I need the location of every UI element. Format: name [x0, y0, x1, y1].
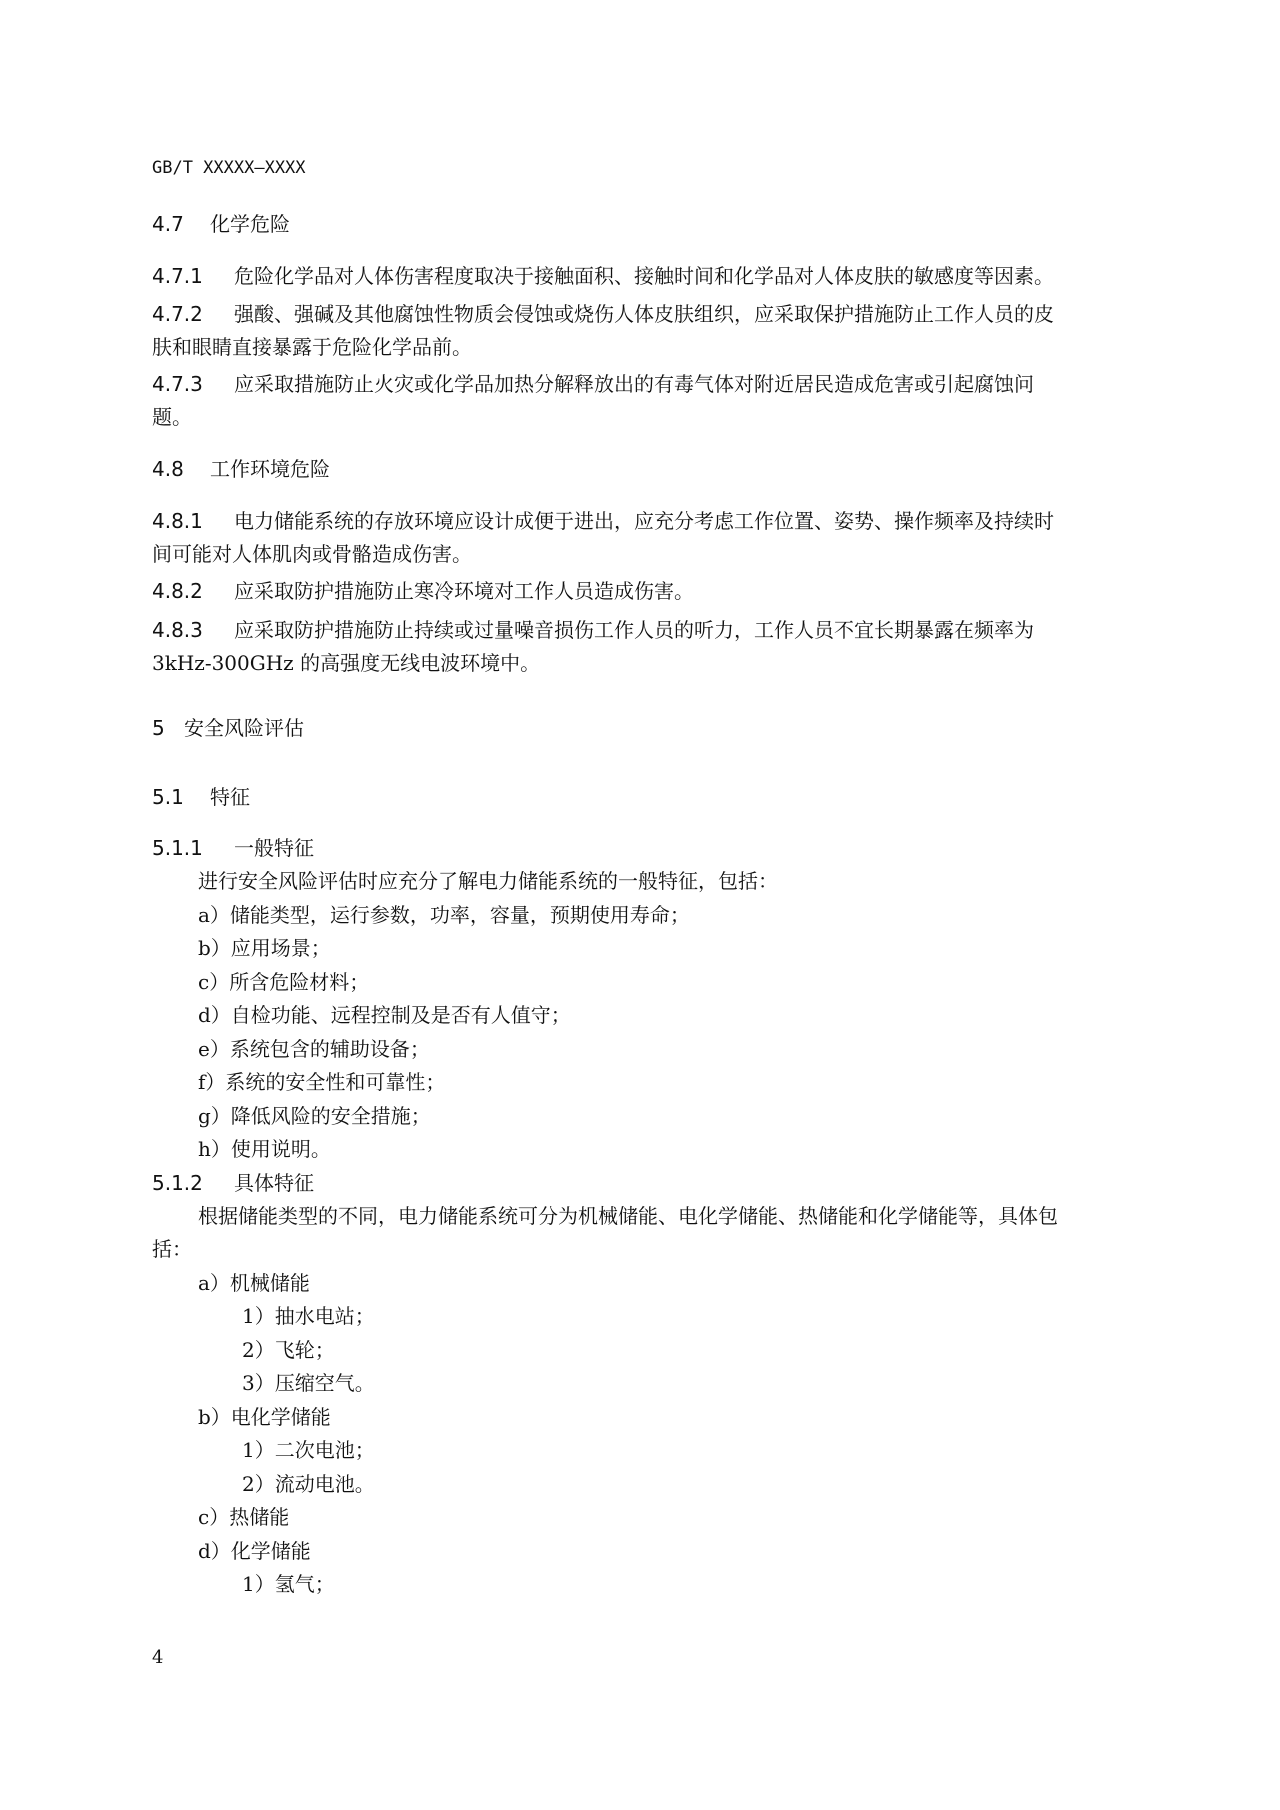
section-heading-5-1 — [152, 784, 250, 810]
list-item: g）降低风险的安全措施； — [198, 1104, 431, 1128]
clause-text: 强酸、强碱及其他腐蚀性物质会侵蚀或烧伤人体皮肤组织，应采取保护措施防止工作人员的皮 — [234, 302, 1054, 326]
section-number: 4.7 — [152, 212, 184, 236]
clause-text-continued: 题。 — [152, 405, 192, 429]
clause-text: 电力储能系统的存放环境应设计成便于进出，应充分考虑工作位置、姿势、操作频率及持续时 — [234, 509, 1054, 533]
clause-4-8-2 — [152, 578, 694, 604]
chapter-title: 安全风险评估 — [184, 716, 304, 740]
clause-intro-continued: 括： — [152, 1237, 192, 1261]
document-code: GB/T XXXXX—XXXX — [152, 158, 306, 178]
clause-text: 应采取防护措施防止寒冷环境对工作人员造成伤害。 — [234, 579, 694, 603]
clause-title: 一般特征 — [234, 836, 314, 860]
chapter-heading-5 — [152, 715, 304, 741]
clause-title: 具体特征 — [234, 1171, 314, 1195]
list-item: a）机械储能 — [198, 1271, 310, 1295]
page-number: 4 — [152, 1647, 164, 1668]
clause-number: 4.7.1 — [152, 264, 203, 288]
clause-number: 4.8.1 — [152, 509, 203, 533]
sub-list-item: 1）抽水电站； — [242, 1304, 375, 1328]
sub-list-item: 3）压缩空气。 — [242, 1371, 375, 1395]
list-item: b）电化学储能 — [198, 1405, 331, 1429]
sub-list-item: 1）二次电池； — [242, 1438, 375, 1462]
section-title: 特征 — [210, 785, 250, 809]
list-item: d）化学储能 — [198, 1539, 311, 1563]
clause-number: 5.1.1 — [152, 836, 203, 860]
clause-5-1-2 — [152, 1170, 314, 1196]
section-heading-4-7 — [152, 211, 290, 237]
clause-intro: 根据储能类型的不同，电力储能系统可分为机械储能、电化学储能、热储能和化学储能等，具体包 — [198, 1204, 1058, 1228]
clause-4-8-1 — [152, 508, 1054, 534]
clause-5-1-1 — [152, 835, 314, 861]
list-item: a）储能类型，运行参数，功率，容量，预期使用寿命； — [198, 903, 690, 927]
clause-4-7-2 — [152, 301, 1054, 327]
section-number: 4.8 — [152, 457, 184, 481]
clause-4-7-3 — [152, 371, 1034, 397]
list-item: c）所含危险材料； — [198, 970, 370, 994]
list-item: e）系统包含的辅助设备； — [198, 1037, 430, 1061]
list-item: c）热储能 — [198, 1505, 290, 1529]
section-number: 5.1 — [152, 785, 184, 809]
clause-intro: 进行安全风险评估时应充分了解电力储能系统的一般特征，包括： — [198, 869, 778, 893]
section-title: 工作环境危险 — [210, 457, 330, 481]
section-heading-4-8 — [152, 456, 330, 482]
clause-text: 应采取措施防止火灾或化学品加热分解释放出的有毒气体对附近居民造成危害或引起腐蚀问 — [234, 372, 1034, 396]
sub-list-item: 2）飞轮； — [242, 1338, 335, 1362]
chapter-number: 5 — [152, 716, 165, 740]
clause-number: 4.8.2 — [152, 579, 203, 603]
clause-text-continued: 肤和眼睛直接暴露于危险化学品前。 — [152, 335, 472, 359]
sub-list-item: 2）流动电池。 — [242, 1472, 375, 1496]
list-item: b）应用场景； — [198, 936, 331, 960]
clause-text: 应采取防护措施防止持续或过量噪音损伤工作人员的听力，工作人员不宜长期暴露在频率为 — [234, 618, 1034, 642]
clause-4-8-3 — [152, 617, 1034, 643]
list-item: d）自检功能、远程控制及是否有人值守； — [198, 1003, 571, 1027]
sub-list-item: 1）氢气； — [242, 1572, 335, 1596]
clause-number: 4.7.2 — [152, 302, 203, 326]
clause-4-7-1 — [152, 263, 1054, 289]
clause-text-continued: 间可能对人体肌肉或骨骼造成伤害。 — [152, 542, 472, 566]
clause-number: 4.7.3 — [152, 372, 203, 396]
clause-number: 4.8.3 — [152, 618, 203, 642]
list-item: f）系统的安全性和可靠性； — [198, 1070, 446, 1094]
clause-text: 危险化学品对人体伤害程度取决于接触面积、接触时间和化学品对人体皮肤的敏感度等因素。 — [234, 264, 1054, 288]
clause-number: 5.1.2 — [152, 1171, 203, 1195]
clause-text-continued: 3kHz-300GHz 的高强度无线电波环境中。 — [152, 651, 541, 675]
section-title: 化学危险 — [210, 212, 290, 236]
list-item: h）使用说明。 — [198, 1137, 331, 1161]
